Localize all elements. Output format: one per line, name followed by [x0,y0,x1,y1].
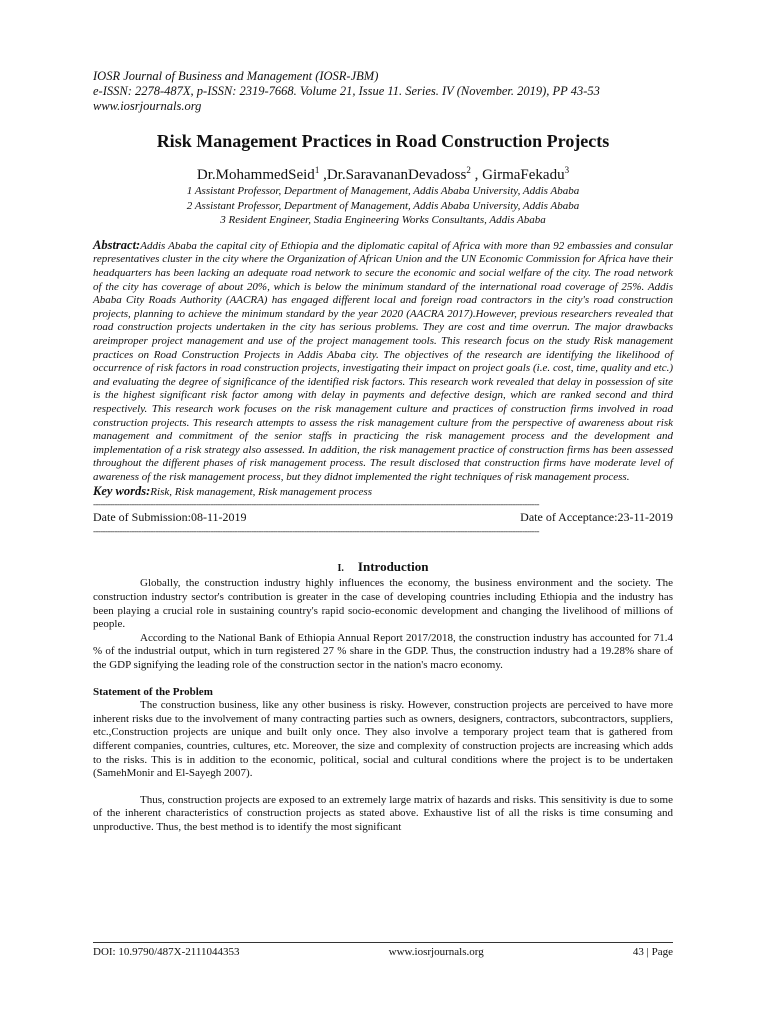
author-list: Dr.MohammedSeid$^1$ ,Dr.SaravananDevadoss$^2$ , GirmaFekadu$^3$ [196,165,570,183]
dashed-divider: ------------------------------------------------------------------------------------------------------------------------------------------------------------------------------------------ [93,499,539,510]
footer-page-number: 43 | Page [632,946,673,958]
submission-dates [93,510,673,525]
author-superscript: 3 [564,165,570,175]
paper-title: Risk Management Practices in Road Construction Projects [156,131,610,151]
affiliations [93,185,673,228]
journal-name: IOSR Journal of Business and Management (IOSR-JBM) [93,69,379,83]
acceptance-date: Date of Acceptance:23-11-2019 [520,510,673,525]
footer-doi: DOI: 10.9790/487X-2111044353 [93,946,240,958]
submission-date: Date of Submission:08-11-2019 [93,510,247,525]
page-footer [93,942,673,959]
author-name: Dr.MohammedSeid [196,167,315,183]
intro-paragraph: Globally, the construction industry highly influences the economy, the business environment and the society. The construction industry sector's contribution is greater in the case of developing countries including Ethiopia and the industry has been playing a crucial role in sustaining country's rapid socio-economic development and changing the livelihood of millions of people. [93,577,673,631]
affiliation: 1 Assistant Professor, Department of Management, Addis Ababa University, Addis Ababa [186,185,580,197]
author-superscript: 2 [466,165,471,175]
intro-paragraph: According to the National Bank of Ethiopia Annual Report 2017/2018, the construction industry has accounted for 71.4 % of the industrial output, which in turn registered 27 % share in the GDP. Thus, the construction industry had a 19.28% share of the GDP signifying the leading role of the construction sector in the nation's macro economy. [93,631,673,672]
abstract-text: Addis Ababa the capital city of Ethiopia and the diplomatic capital of Africa with more than 92 embassies and consular representatives cluster in the city where the Organization of African Union and the UN Economic Commission for Africa have their headquarters has been lacking an adequate road network to secure the economic and social welfare of the city. The road network of the city has coverage of about 20%, which is below the minimum standard of the international road coverage of 25%. Addis Ababa City Roads Authority (AACRA) has engaged different local and foreign road contractors in the city's road construction projects, planning to achieve the minimum standard by the year 2020 (AACRA 2017).However, previous researchers revealed that road construction projects undertaken in the city has serious problems. They are cost and time overrun. The major drawbacks areimproper project management and use of the project management tools. This research focus on the study Risk management practices on Road Construction Projects in Addis Ababa city. The objectives of the research are identifying the likelihood of occurrence of risk factors in road construction projects, investigating their impact on project goals (i.e. cost, time, quality and etc.) and evaluating the degree of significance of the identified risk factors. This research work revealed that delay in possession of site is the highest significant risk factor among with delay in payments and defective design, which are ranked second and third respectively. This research work focuses on the risk management culture and practices of construction firms involved in road construction projects. This research attempts to assess the risk management culture from the perspective of awareness about risk management and commitment of the senior staffs in practicing the risk management process and the development and implementation of a risk strategy also assessed. In addition, the risk management practice of construction firms has been assessed throughout the different phases of risk management process. The result disclosed that construction firms have moderate level of awareness of the risk management process, but they didnot implemented the right techniques of risk management process. [93,239,673,483]
keywords-text: Risk, Risk management, Risk management process [150,486,372,499]
author-name: Dr.SaravananDevadoss [326,167,467,183]
author-superscript: 1 [314,165,320,175]
problem-paragraph: The construction business, like any other business is risky. However, construction projects are perceived to have more inherent risks due to the involvement of many contracting parties such as owners, designers, contractors, subcontractors, suppliers, etc.,Construction projects are unique and built only once. They also involve a temporary project team that is gathered from different companies, countries, cultures, etc. Moreover, the size and complexity of construction projects are increasing which adds to the risks. This is in addition to the economic, political, social and cultural conditions where the project is to be undertaken (SamehMonir and El-Sayegh 2007). [93,699,673,780]
affiliation: 3 Resident Engineer, Stadia Engineering Works Consultants, Addis Ababa [220,214,546,227]
journal-website: www.iosrjournals.org [93,99,202,113]
footer-website: www.iosrjournals.org [388,946,484,958]
author-name: GirmaFekadu [482,167,565,183]
subheading-problem-statement: Statement of the Problem [93,685,213,698]
section-heading-introduction [93,559,673,577]
dashed-divider: ------------------------------------------------------------------------------------------------------------------------------------------------------------------------------------------ [93,526,539,537]
footer-rule [93,942,673,943]
journal-header [93,69,673,114]
journal-issn: e-ISSN: 2278-487X, p-ISSN: 2319-7668. Volume 21, Issue 11. Series. IV (November. 2019), PP 43-53 [93,84,600,98]
abstract [93,239,673,485]
section-title: Introduction [357,559,429,575]
keywords-label: Key words: [93,484,151,499]
abstract-label: Abstract: [93,237,141,252]
problem-paragraph: Thus, construction projects are exposed to an extremely large matrix of hazards and risks. This sensitivity is due to some of the inherent characteristics of construction projects as stated above. Exhaustive list of all the risks is time consuming and unproductive. Thus, the best method is to identify the most significant [93,793,673,833]
paper-page [93,69,673,835]
section-number: I. [337,563,344,575]
keywords [93,484,673,499]
affiliation: 2 Assistant Professor, Department of Management, Addis Ababa University, Addis Ababa [186,199,580,212]
